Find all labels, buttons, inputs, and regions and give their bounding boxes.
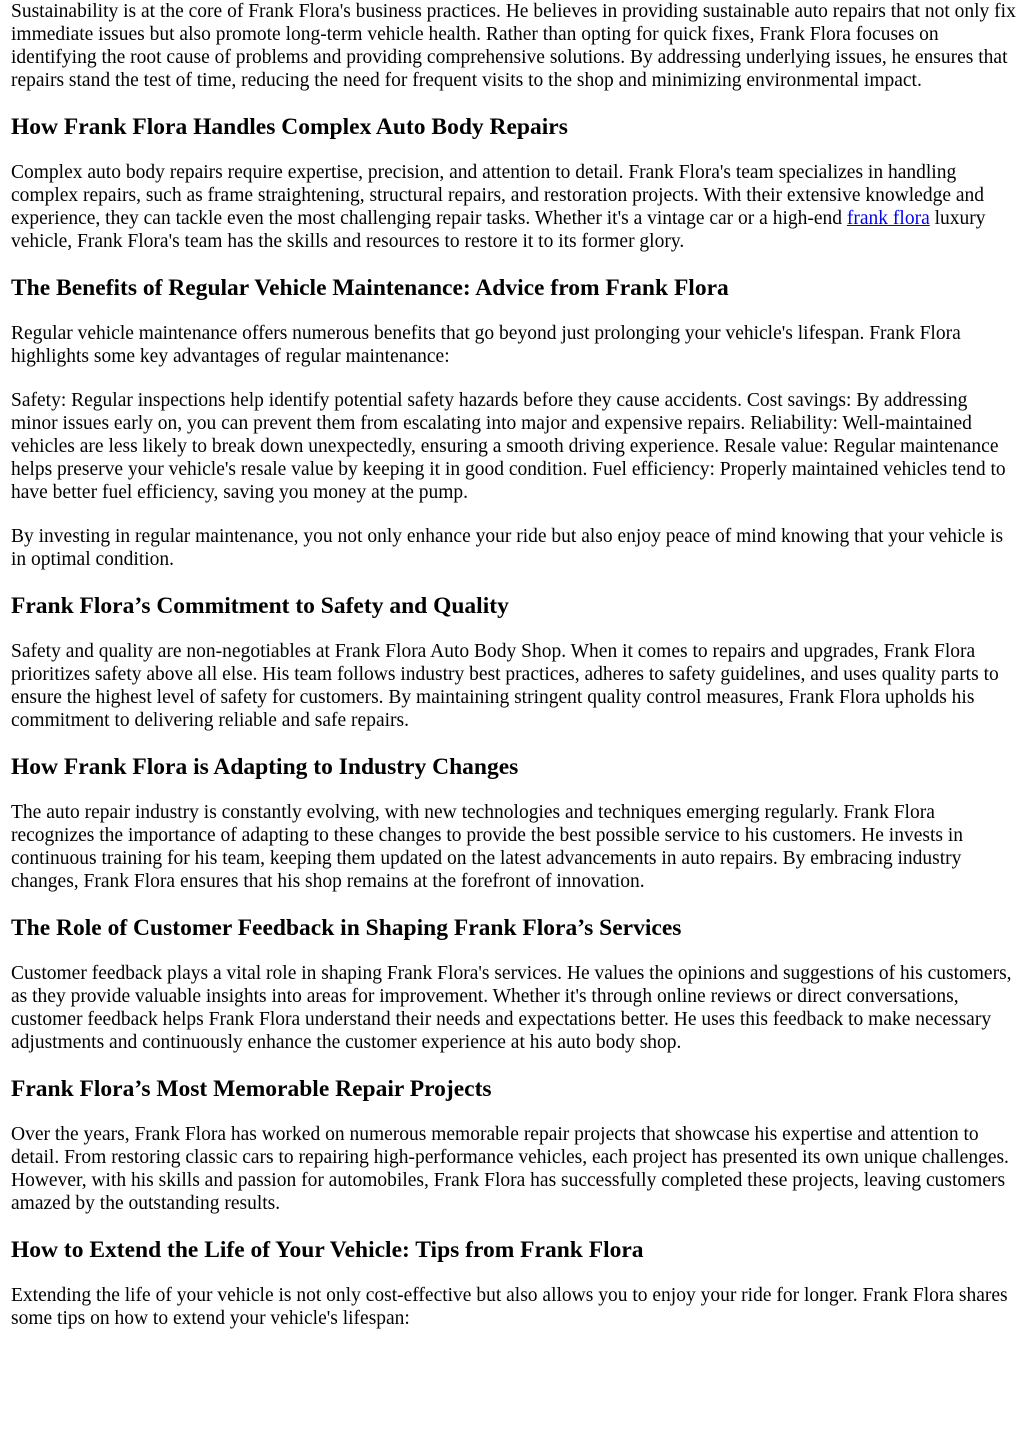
memorable-projects-heading: Frank Flora’s Most Memorable Repair Projects xyxy=(11,1076,492,1102)
maintenance-heading: The Benefits of Regular Vehicle Maintenance: Advice from Frank Flora xyxy=(11,275,729,301)
industry-changes-paragraph: The auto repair industry is constantly evolving, with new technologies and techniques emerging regularly. Frank Flora recognizes the importance of adapting to these changes to provide the best possible service to his customers. He invests in continuous training for his team, keeping them updated on the latest advancements in auto repairs. By embracing industry changes, Frank Flora ensures that his shop remains at the forefront of innovation. xyxy=(11,802,963,892)
customer-feedback-heading: The Role of Customer Feedback in Shaping Frank Flora’s Services xyxy=(11,915,682,941)
intro-paragraph: Sustainability is at the core of Frank Flora's business practices. He believes in providing sustainable auto repairs that not only fix immediate issues but also promote long-term vehicle health. Rather than opting for quick fixes, Frank Flora focuses on identifying the root cause of problems and providing comprehensive solutions. By addressing underlying issues, he ensures that repairs stand the test of time, reducing the need for frequent visits to the shop and minimizing environmental impact. xyxy=(11,1,1016,91)
safety-quality-heading: Frank Flora’s Commitment to Safety and Quality xyxy=(11,593,509,619)
complex-repairs-text-before-link: Complex auto body repairs require expertise, precision, and attention to detail. Frank Flora's team specializes in handling complex repairs, such as frame straightening, structural repairs, and restoration projects. With their extensive knowledge and experience, they can tackle even the most challenging repair tasks. Whether it's a vintage car or a high-end xyxy=(11,162,985,229)
complex-repairs-text-after-link: luxury vehicle, Frank Flora's team has the skills and resources to restore it to its former glory. xyxy=(11,208,986,252)
extend-life-heading: How to Extend the Life of Your Vehicle: Tips from Frank Flora xyxy=(11,1237,644,1263)
customer-feedback-paragraph: Customer feedback plays a vital role in shaping Frank Flora's services. He values the opinions and suggestions of his customers, as they provide valuable insights into areas for improvement. Whether it's through online reviews or direct conversations, customer feedback helps Frank Flora understand their needs and expectations better. He uses this feedback to make necessary adjustments and continuously enhance the customer experience at his auto body shop. xyxy=(11,963,1012,1053)
complex-repairs-heading: How Frank Flora Handles Complex Auto Body Repairs xyxy=(11,114,568,140)
safety-quality-paragraph: Safety and quality are non-negotiables at Frank Flora Auto Body Shop. When it comes to repairs and upgrades, Frank Flora prioritizes safety above all else. His team follows industry best practices, adheres to safety guidelines, and uses quality parts to ensure the highest level of safety for customers. By maintaining stringent quality control measures, Frank Flora upholds his commitment to delivering reliable and safe repairs. xyxy=(11,641,999,731)
extend-life-paragraph: Extending the life of your vehicle is not only cost-effective but also allows you to enjoy your ride for longer. Frank Flora shares some tips on how to extend your vehicle's lifespan: xyxy=(11,1285,1008,1329)
complex-repairs-paragraph xyxy=(11,161,1016,253)
industry-changes-heading: How Frank Flora is Adapting to Industry Changes xyxy=(11,754,519,780)
memorable-projects-paragraph: Over the years, Frank Flora has worked on numerous memorable repair projects that showcase his expertise and attention to detail. From restoring classic cars to repairing high-performance vehicles, each project has presented its own unique challenges. However, with his skills and passion for automobiles, Frank Flora has successfully completed these projects, leaving customers amazed by the outstanding results. xyxy=(11,1124,1009,1214)
maintenance-paragraph-1: Regular vehicle maintenance offers numerous benefits that go beyond just prolonging your vehicle's lifespan. Frank Flora highlights some key advantages of regular maintenance: xyxy=(11,323,961,367)
maintenance-paragraph-2: Safety: Regular inspections help identify potential safety hazards before they cause accidents. Cost savings: By addressing minor issues early on, you can prevent them from escalating into major and expensive repairs. Reliability: Well-maintained vehicles are less likely to break down unexpectedly, ensuring a smooth driving experience. Resale value: Regular maintenance helps preserve your vehicle's resale value by keeping it in good condition. Fuel efficiency: Properly maintained vehicles tend to have better fuel efficiency, saving you money at the pump. xyxy=(11,390,1006,503)
maintenance-paragraph-3: By investing in regular maintenance, you not only enhance your ride but also enjoy peace of mind knowing that your vehicle is in optimal condition. xyxy=(11,526,1004,570)
frank-flora-link[interactable]: frank flora xyxy=(846,208,930,229)
